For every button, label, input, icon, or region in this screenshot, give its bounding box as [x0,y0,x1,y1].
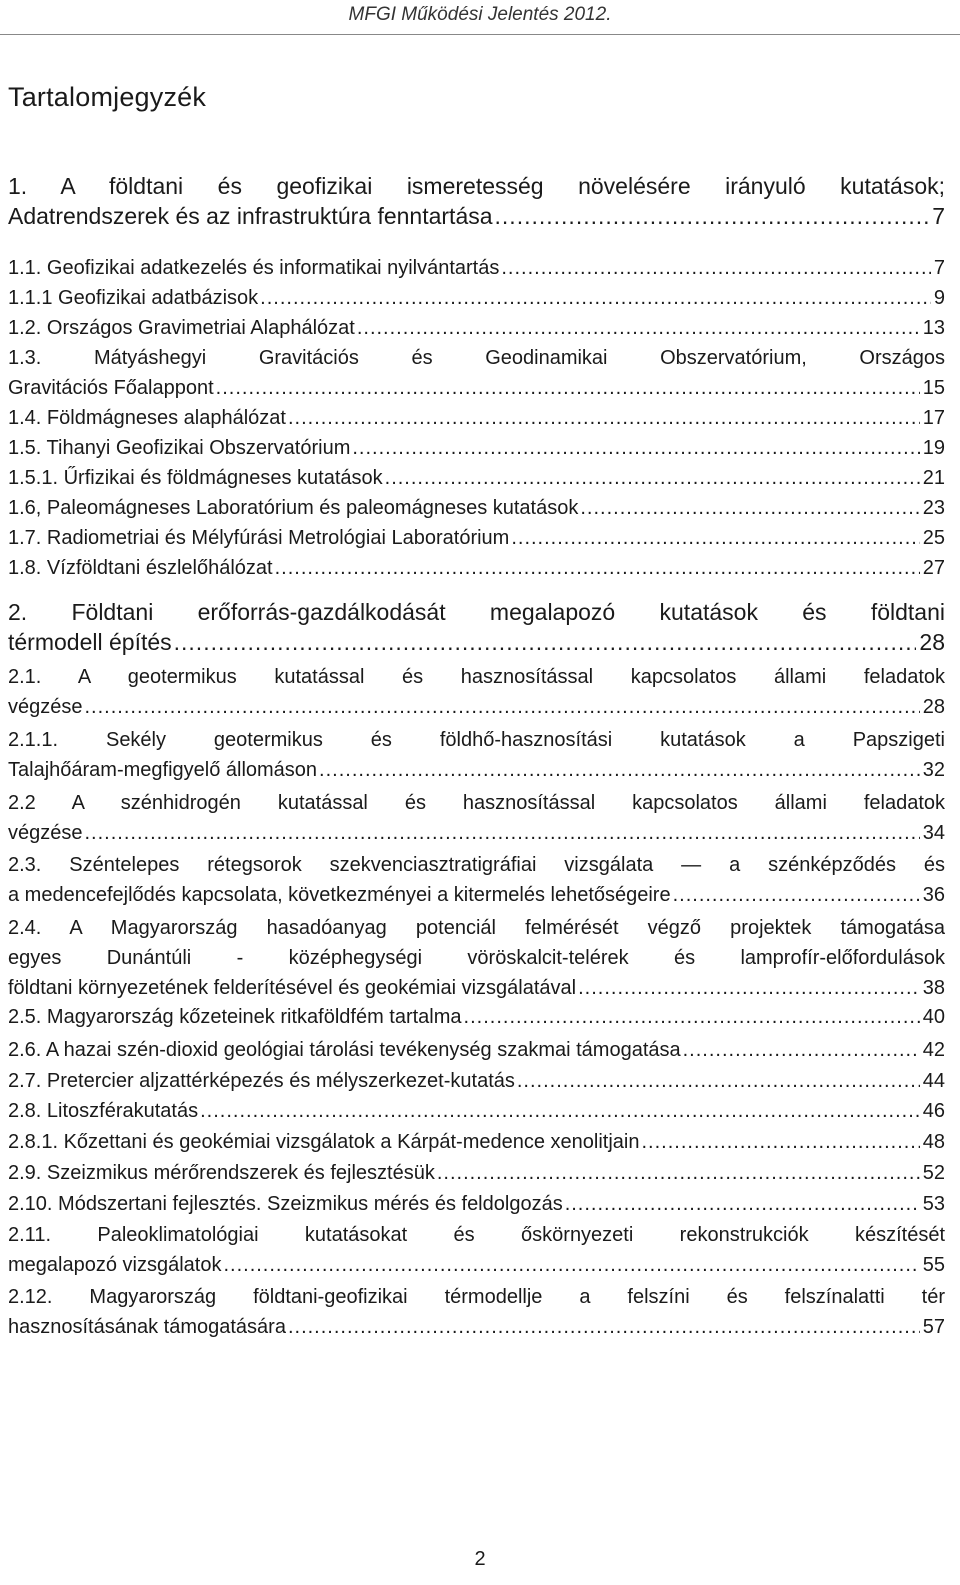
dot-leader [216,373,920,403]
toc-entry-last-line [8,523,945,553]
toc-entry-last-line [8,493,945,523]
dot-leader [200,1096,920,1126]
toc-entry-last-line [8,283,945,313]
dot-leader [673,880,920,910]
toc-entry[interactable] [8,283,945,313]
toc-entry-line: 2.11. Paleoklimatológiai kutatásokat és őskörnyezeti rekonstrukciók készítését [8,1224,945,1246]
toc-entry[interactable] [8,725,945,785]
toc-entry-last-line [8,1127,945,1157]
toc-entry[interactable] [8,1189,945,1219]
toc-entry-page: 36 [922,884,945,906]
toc-entry-page: 53 [922,1193,945,1215]
toc-entry-page: 9 [933,287,945,309]
toc-entry[interactable] [8,1282,945,1342]
dot-leader [437,1158,920,1188]
toc-entry-title: Gravitációs Főalappont [8,377,214,399]
dot-leader [501,253,931,283]
toc-entry-page: 44 [922,1070,945,1092]
toc-entry[interactable] [8,523,945,553]
toc-entry[interactable] [8,553,945,583]
toc-entry[interactable] [8,171,945,231]
toc-entry-title: 1.1. Geofizikai adatkezelés és informatikai nyilvántartás [8,257,500,279]
toc-entry-last-line [8,1189,945,1219]
toc-entry[interactable] [8,313,945,343]
toc-entry-page: 52 [922,1162,945,1184]
toc-entry-title: Adatrendszerek és az infrastruktúra fenntartása [8,203,493,229]
toc-entry-title: 1.1.1 Geofizikai adatbázisok [8,287,259,309]
toc-entry-last-line [8,880,945,910]
toc-entry-page: 27 [922,557,945,579]
toc-entry-last-line [8,973,945,1003]
toc-entry-title: 2.7. Pretercier aljzattérképezés és mélyszerkezet-kutatás [8,1070,515,1092]
toc-entry-page: 23 [922,497,945,519]
dot-leader [319,755,920,785]
toc-entry-title: végzése [8,696,83,718]
toc-entry-last-line [8,433,945,463]
toc-entry-last-line [8,313,945,343]
toc-entry-line: 2.3. Széntelepes rétegsorok szekvenciasztratigráfiai vizsgálata — a szénképződés és [8,854,945,876]
dot-leader [174,627,917,657]
toc-entry-last-line [8,1066,945,1096]
toc-entry[interactable] [8,493,945,523]
toc-entry[interactable] [8,343,945,403]
toc-entry-title: 1.8. Vízföldtani észlelőhálózat [8,557,273,579]
toc-entry-line: 2.2 A szénhidrogén kutatással és hasznosítással kapcsolatos állami feladatok [8,792,945,814]
dot-leader [578,973,920,1003]
toc-entry-last-line [8,755,945,785]
toc-entry-last-line [8,463,945,493]
toc-entry-last-line [8,253,945,283]
toc-entry-title: 1.7. Radiometriai és Mélyfúrási Metrológiai Laboratórium [8,527,510,549]
toc-entry-page: 17 [922,407,945,429]
toc-entry-title: 2.9. Szeizmikus mérőrendszerek és fejlesztésük [8,1162,435,1184]
toc-entry-page: 48 [922,1131,945,1153]
toc-entry-page: 25 [922,527,945,549]
toc-entry[interactable] [8,463,945,493]
toc-entry-title: térmodell építés [8,629,172,655]
toc-entry-title: 1.2. Országos Gravimetriai Alaphálózat [8,317,355,339]
toc-entry[interactable] [8,1127,945,1157]
toc-entry-title: 1.5. Tihanyi Geofizikai Obszervatórium [8,437,351,459]
page-number: 2 [474,1548,486,1570]
toc-entry-last-line [8,818,945,848]
toc-entry-page: 46 [922,1100,945,1122]
toc-entry-line: egyes Dunántúli - középhegységi vöröskalcit-telérek és lamprofír-előfordulások [8,947,945,969]
toc-entry-page: 34 [922,822,945,844]
toc-entry-line: 2.1. A geotermikus kutatással és hasznosítással kapcsolatos állami feladatok [8,666,945,688]
dot-leader [565,1189,920,1219]
dot-leader [288,1312,920,1342]
toc-entry-page: 38 [922,977,945,999]
toc-entry-last-line [8,692,945,722]
toc-entry-page: 28 [922,696,945,718]
dot-leader [517,1066,920,1096]
dot-leader [288,403,920,433]
dot-leader [464,1002,920,1032]
toc-entry[interactable] [8,1096,945,1126]
toc-entry-title: földtani környezetének felderítésével és geokémiai vizsgálatával [8,977,577,999]
toc-title: Tartalomjegyzék [8,82,207,112]
dot-leader [357,313,920,343]
dot-leader [641,1127,919,1157]
toc-entry-page: 32 [922,759,945,781]
dot-leader [495,201,930,231]
toc-entry-title: 2.8.1. Kőzettani és geokémiai vizsgálatok a Kárpát-medence xenolitjain [8,1131,640,1153]
toc-entry-title: Talajhőáram-megfigyelő állomáson [8,759,318,781]
toc-entry-last-line [8,373,945,403]
toc-entry-last-line [8,1312,945,1342]
toc-entry-last-line [8,1035,945,1065]
toc-entry[interactable] [8,1220,945,1280]
toc-entry-last-line [8,627,945,657]
toc-entry[interactable] [8,253,945,283]
toc-entry-title: megalapozó vizsgálatok [8,1254,222,1276]
header-title: MFGI Működési Jelentés 2012. [348,4,612,25]
toc-entry-page: 42 [922,1039,945,1061]
toc-entry-page: 57 [922,1316,945,1338]
toc-entry-title: 1.5.1. Űrfizikai és földmágneses kutatások [8,467,383,489]
toc-entry-page: 7 [933,257,945,279]
toc-entry-line: 2.12. Magyarország földtani-geofizikai térmodellje a felszíni és felszínalatti tér [8,1286,945,1308]
dot-leader [260,283,931,313]
toc-entry-page: 55 [922,1254,945,1276]
dot-leader [580,493,919,523]
dot-leader [511,523,919,553]
toc-entry-page: 15 [922,377,945,399]
toc-entry-page: 21 [922,467,945,489]
toc-entry-title: 2.6. A hazai szén-dioxid geológiai tárolási tevékenység szakmai támogatása [8,1039,681,1061]
toc-entry[interactable] [8,788,945,848]
toc-entry-title: 1.4. Földmágneses alaphálózat [8,407,286,429]
toc-entry-line: 1. A földtani és geofizikai ismeretesség növelésére irányuló kutatások; [8,173,945,199]
toc-entry-last-line [8,201,945,231]
toc-entry-title: 2.10. Módszertani fejlesztés. Szeizmikus mérés és feldolgozás [8,1193,563,1215]
toc-entry-last-line [8,403,945,433]
header-rule [0,34,960,35]
toc-entry-page: 19 [922,437,945,459]
toc-entry-last-line [8,1158,945,1188]
toc-entry-last-line [8,1096,945,1126]
toc-entry-title: hasznosításának támogatására [8,1316,286,1338]
toc-entry-page: 40 [922,1006,945,1028]
toc-entry[interactable] [8,597,945,657]
toc-entry-last-line [8,1250,945,1280]
toc-entry-line: 2.4. A Magyarország hasadóanyag potenciál felmérését végző projektek támogatása [8,917,945,939]
dot-leader [85,818,920,848]
toc-entry[interactable] [8,1002,945,1032]
dot-leader [683,1035,920,1065]
toc-entry-title: a medencefejlődés kapcsolata, következményei a kitermelés lehetőségeire [8,884,671,906]
toc-entry-page: 13 [922,317,945,339]
toc-entry[interactable] [8,403,945,433]
toc-entry-last-line [8,1002,945,1032]
toc-entry[interactable] [8,662,945,722]
dot-leader [275,553,920,583]
dot-leader [223,1250,919,1280]
toc-entry[interactable] [8,1066,945,1096]
toc-entry[interactable] [8,913,945,1003]
toc-entry-line: 2.1.1. Sekély geotermikus és földhő-hasznosítási kutatások a Papszigeti [8,729,945,751]
toc-entry-line: 2. Földtani erőforrás-gazdálkodását megalapozó kutatások és földtani [8,599,945,625]
toc-entry-title: végzése [8,822,83,844]
toc-entry[interactable] [8,1035,945,1065]
toc-entry[interactable] [8,1158,945,1188]
toc-entry-title: 2.8. Litoszférakutatás [8,1100,199,1122]
toc-entry-last-line [8,553,945,583]
dot-leader [385,463,920,493]
toc-entry[interactable] [8,850,945,910]
running-header [0,0,960,34]
dot-leader [352,433,919,463]
toc-entry[interactable] [8,433,945,463]
toc-entry-title: 2.5. Magyarország kőzeteinek ritkaföldfém tartalma [8,1006,462,1028]
toc-entry-page: 7 [932,203,945,229]
toc-entry-page: 28 [919,629,945,655]
dot-leader [85,692,920,722]
toc-entry-line: 1.3. Mátyáshegyi Gravitációs és Geodinamikai Obszervatórium, Országos [8,347,945,369]
toc-entry-title: 1.6, Paleomágneses Laboratórium és paleomágneses kutatások [8,497,579,519]
